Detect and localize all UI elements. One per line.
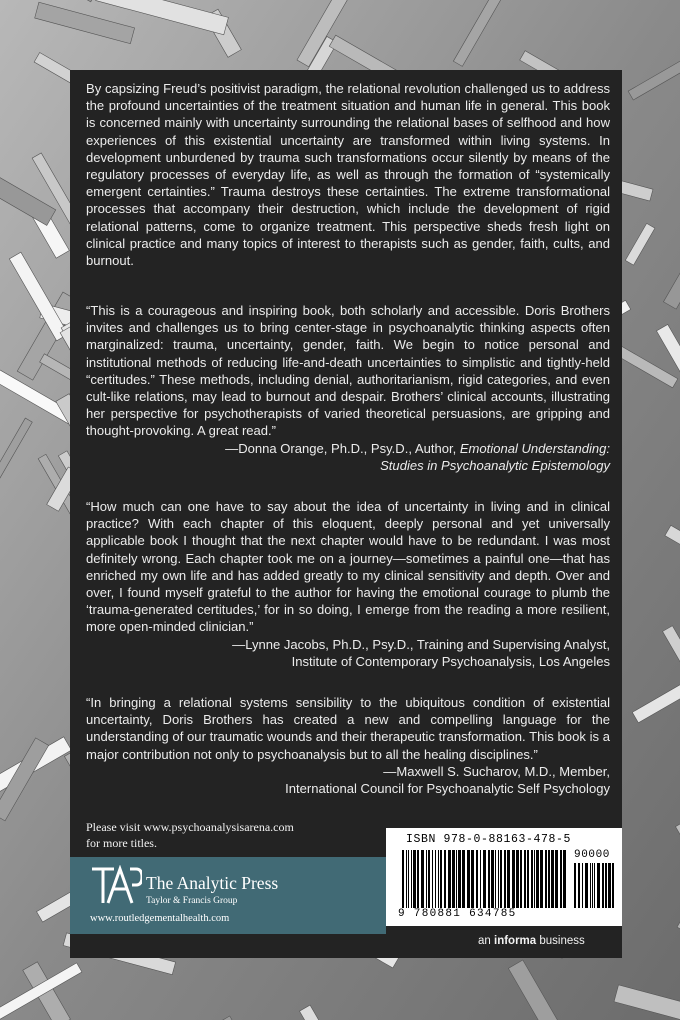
barcode-bar xyxy=(444,850,446,908)
price-barcode-bars xyxy=(574,863,618,908)
endorsement-attribution: —Lynne Jacobs, Ph.D., Psy.D., Training and Supervising Analyst, xyxy=(232,636,610,652)
barcode-bar xyxy=(448,850,451,908)
isbn-label: ISBN 978-0-88163-478-5 xyxy=(406,833,572,846)
barcode-bar xyxy=(545,850,547,908)
barcode-bar xyxy=(476,850,478,908)
barcode-bar xyxy=(432,850,433,908)
endorsement-text: “In bringing a relational systems sensibility to the ubiquitous condition of existential uncertainty, Doris Brothers has created a new and compelling language for the understanding of our traumatic wounds and their therapeutic transformation. This book is a major contribution not only to psychoanalysis but to all the healing disciplines.” xyxy=(86,695,610,762)
barcode-bar xyxy=(536,850,539,908)
barcode-bar xyxy=(483,850,486,908)
barcode-bar xyxy=(435,850,436,908)
endorsement-text: “This is a courageous and inspiring book, both scholarly and accessible. Doris Brothers invites and challenges us to bring center-stage in psychoanalytic thinking aspects often marginalized: trauma, uncertainty, gender, faith. We begin to notice personal and institutional methods of reducing life-and-death uncertainties to simplistic and tightly-held “certitudes.” These methods, including denial, authoritarianism, rigid categories, and even cult-like relations, may lead to burnout and despair. Brothers’ clinical accounts, illustrating her perspective for psychotherapists of varied theoretical persuasions, are gripping and thought-provoking. A great read.” xyxy=(86,303,610,439)
barcode-bar xyxy=(467,850,470,908)
barcode-bar xyxy=(462,850,465,908)
barcode-bar xyxy=(605,863,607,908)
barcode-bar xyxy=(406,850,407,908)
endorsement-attribution-line2: Studies in Psychoanalytic Epistemology xyxy=(380,457,610,473)
barcode-bar xyxy=(560,850,562,908)
barcode-bar xyxy=(520,850,522,908)
barcode-bar xyxy=(438,850,439,908)
barcode-bar xyxy=(402,850,404,908)
barcode-bar xyxy=(612,863,614,908)
barcode-bar xyxy=(480,850,481,908)
barcode-bar xyxy=(500,850,502,908)
barcode-bar xyxy=(428,850,430,908)
barcode-bar xyxy=(563,850,566,908)
barcode-bar xyxy=(498,850,499,908)
ean-barcode-bars xyxy=(402,850,566,908)
barcode-bar xyxy=(426,850,427,908)
barcode-bar xyxy=(507,850,510,908)
barcode-bar xyxy=(592,863,593,908)
endorsement-orange xyxy=(86,302,610,474)
barcode-bar xyxy=(574,863,576,908)
barcode-bar xyxy=(534,850,535,908)
barcode-bar xyxy=(421,850,424,908)
endorsement-attribution-line2: International Council for Psychoanalytic Self Psychology xyxy=(285,781,610,797)
barcode-bar xyxy=(527,850,529,908)
analytic-press-logo xyxy=(90,865,142,905)
barcode-bar xyxy=(456,850,457,908)
publisher-banner xyxy=(70,857,386,934)
endorsement-jacobs xyxy=(86,498,610,670)
barcode-bar xyxy=(578,863,580,908)
barcode-bar xyxy=(594,863,595,908)
barcode-bar xyxy=(590,863,591,908)
informa-business-tagline: an informa business xyxy=(478,935,585,947)
barcode-bar xyxy=(548,850,550,908)
barcode-bar xyxy=(582,863,583,908)
barcode-bar xyxy=(408,850,409,908)
barcode-bar xyxy=(440,850,442,908)
barcode-bar xyxy=(458,850,461,908)
barcode-bar xyxy=(495,850,496,908)
publisher-url[interactable]: www.routledgementalhealth.com xyxy=(90,913,230,924)
endorsement-sucharov xyxy=(86,694,610,797)
publisher-name: The Analytic Press xyxy=(146,873,279,893)
isbn-barcode xyxy=(386,828,622,926)
price-code: 90000 xyxy=(574,849,611,861)
barcode-bar xyxy=(452,850,455,908)
publisher-group: Taylor & Francis Group xyxy=(146,896,238,906)
barcode-bar xyxy=(555,850,558,908)
barcode-bar xyxy=(491,850,494,908)
barcode-bar xyxy=(551,850,554,908)
endorsement-attribution: —Donna Orange, Ph.D., Psy.D., Author, Emotional Understanding: xyxy=(225,440,610,456)
barcode-bar xyxy=(524,850,526,908)
barcode-bar xyxy=(411,850,412,908)
barcode-bar xyxy=(597,863,600,908)
barcode-bar xyxy=(585,863,588,908)
barcode-bar xyxy=(516,850,519,908)
barcode-bar xyxy=(531,850,533,908)
barcode-bar xyxy=(471,850,474,908)
website-notice: Please visit www.psychoanalysisarena.com for more titles. xyxy=(86,820,294,850)
barcode-bar xyxy=(488,850,490,908)
barcode-bar xyxy=(540,850,543,908)
barcode-bar xyxy=(504,850,506,908)
barcode-bar xyxy=(417,850,419,908)
barcode-bar xyxy=(512,850,515,908)
endorsement-attribution-line2: Institute of Contemporary Psychoanalysis, Los Angeles xyxy=(291,653,610,669)
book-description: By capsizing Freud’s positivist paradigm, the relational revolution challenged us to address the profound uncertainties of the treatment situation and human life in general. This book is concerned mainly with uncertainty surrounding the relational bases of selfhood and how experiences of this existential uncertainty are transformed within living systems. In development unburdened by trauma such transformations occur silently by means of the regulatory processes of everyday life, as well as through the formation of “systemically emergent certainties.” Trauma destroys these certainties. The extreme transformational processes that accompany their destruction, which include the development of rigid relational patterns, come to organize treatment. This perspective sheds fresh light on clinical practice and many topics of interest to therapists such as gender, faith, cults, and burnout. xyxy=(86,81,610,269)
barcode-bar xyxy=(413,850,416,908)
endorsement-text: “How much can one have to say about the idea of uncertainty in living and in clinical practice? With each chapter of this eloquent, deeply personal and yet universally applicable book I thought that the next chapter would have to be redundant. I was most definitely wrong. Each chapter took me on a journey—sometimes a painful one—that has enriched my own life and has added greatly to my clinical sensitivity and depth. Over and over, I found myself grateful to the author for having the emotional courage to plumb the ‘trauma-generated certitudes,’ for in so doing, I emerge from the reading a more resilient, more open-minded clinician.” xyxy=(86,499,610,635)
barcode-bar xyxy=(602,863,604,908)
ean-digits: 9 780881 634785 xyxy=(398,908,517,920)
barcode-bar xyxy=(608,863,611,908)
endorsement-attribution: —Maxwell S. Sucharov, M.D., Member, xyxy=(383,763,610,779)
